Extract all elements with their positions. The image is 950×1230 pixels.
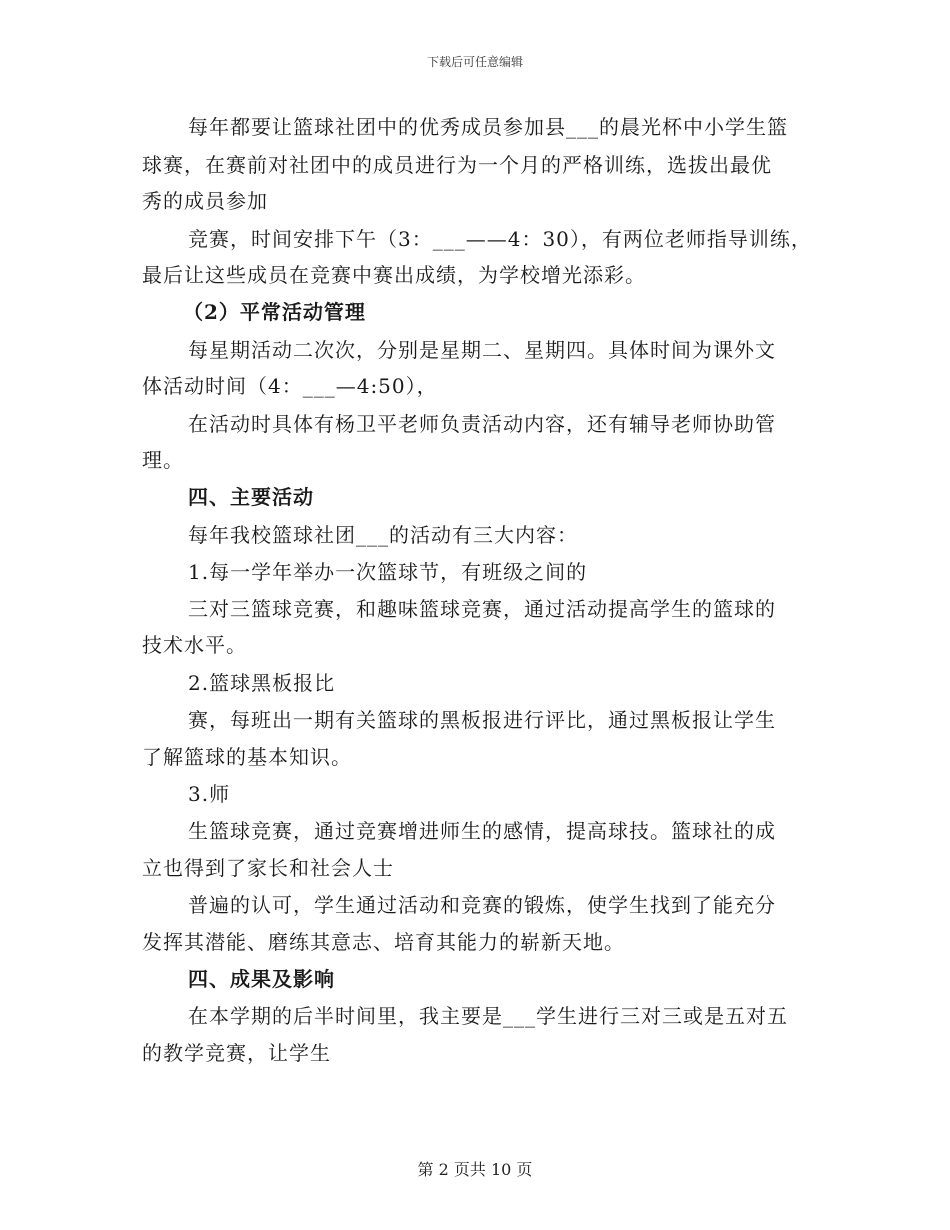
paragraph-line: 在活动时具体有杨卫平老师负责活动内容，还有辅导老师协助管	[188, 412, 776, 436]
page-header: 下载后可任意编辑	[426, 55, 523, 69]
paragraph-line: 在本学期的后半时间里，我主要是___学生进行三对三或是五对五	[188, 1004, 788, 1028]
section-heading: （2）平常活动管理	[183, 300, 366, 324]
section-heading: 四、成果及影响	[188, 967, 335, 991]
section-heading: 四、主要活动	[188, 485, 314, 509]
paragraph-line: 3.师	[188, 782, 231, 806]
paragraph-line: 1.每一学年举办一次篮球节，有班级之间的	[188, 560, 588, 584]
paragraph-line: 最后让这些成员在竞赛中赛出成绩，为学校增光添彩。	[142, 263, 646, 287]
paragraph-line: 生篮球竞赛，通过竞赛增进师生的感情，提高球技。篮球社的成	[188, 819, 776, 843]
paragraph-line: 技术水平。	[142, 633, 247, 657]
paragraph-line: 竞赛，时间安排下午（3：___——4：30），有两位老师指导训练，	[188, 227, 812, 251]
paragraph-line: 三对三篮球竞赛，和趣味篮球竞赛，通过活动提高学生的篮球的	[188, 597, 776, 621]
paragraph-line: 了解篮球的基本知识。	[142, 745, 352, 769]
paragraph-line: 2.篮球黑板报比	[188, 671, 336, 695]
paragraph-line: 每年都要让篮球社团中的优秀成员参加县___的晨光杯中小学生篮	[188, 115, 788, 139]
paragraph-line: 每星期活动二次次，分别是星期二、星期四。具体时间为课外文	[188, 338, 776, 362]
page-footer: 第 2 页共 10 页	[417, 1160, 533, 1179]
paragraph-line: 立也得到了家长和社会人士	[142, 856, 394, 880]
paragraph-line: 体活动时间（4：___—4:50），	[142, 374, 438, 398]
paragraph-line: 球赛，在赛前对社团中的成员进行为一个月的严格训练，选拔出最优	[142, 153, 772, 177]
paragraph-line: 每年我校篮球社团___的活动有三大内容：	[188, 523, 578, 547]
paragraph-line: 普遍的认可，学生通过活动和竞赛的锻炼，使学生找到了能充分	[188, 893, 776, 917]
paragraph-line: 秀的成员参加	[142, 189, 268, 213]
paragraph-line: 赛，每班出一期有关篮球的黑板报进行评比，通过黑板报让学生	[188, 708, 776, 732]
paragraph-line: 发挥其潜能、磨练其意志、培育其能力的崭新天地。	[142, 930, 625, 954]
paragraph-line: 的教学竞赛，让学生	[142, 1041, 331, 1065]
paragraph-line: 理。	[142, 448, 184, 472]
